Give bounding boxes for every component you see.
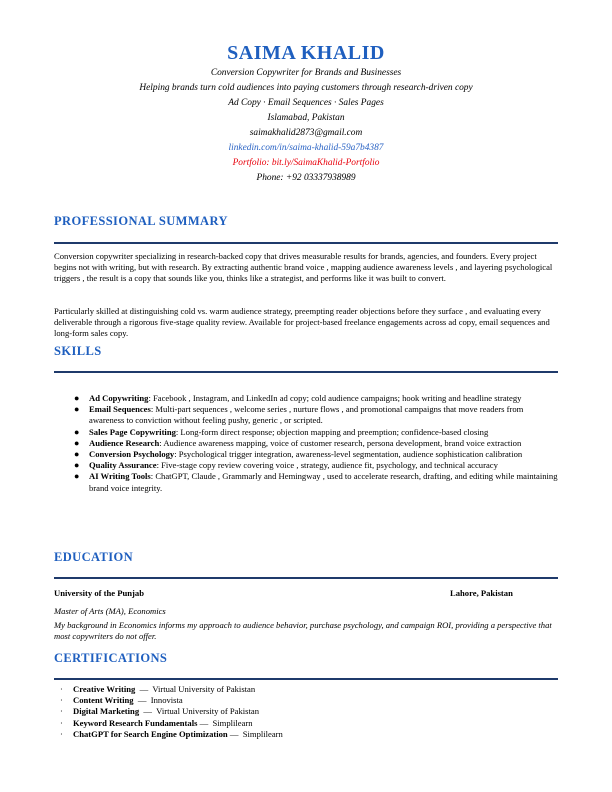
institution-name: University of the Punjab xyxy=(54,588,144,598)
bullet-icon: ● xyxy=(74,393,80,403)
bullet-icon: ● xyxy=(74,426,80,437)
certification-issuer: — Simplilearn xyxy=(227,728,283,739)
summary-paragraph-2: Particularly skilled at distinguishing cold vs. warm audience strategy, preempting reader objections before they surface , and evaluating every deliverable through a rigorous five-stage quality review. Available for project-based freelance engagements across ad copy, email sequences and long-form sales copy. xyxy=(54,306,550,339)
certification-item xyxy=(54,729,560,740)
skill-label: Quality Assurance xyxy=(89,460,157,471)
bullet-icon: ● xyxy=(74,404,80,415)
bullet-icon: ● xyxy=(74,449,80,460)
bullet-icon: · xyxy=(60,717,63,728)
skill-item xyxy=(54,438,560,449)
section-title-education: EDUCATION xyxy=(54,550,134,564)
certification-name: Digital Marketing xyxy=(73,706,140,717)
skill-text: : Facebook , Instagram, and LinkedIn ad copy; cold audience campaigns; hook writing and headline strategy xyxy=(148,393,522,403)
certification-name: Keyword Research Fundamentals xyxy=(73,717,198,728)
skill-label: Email Sequences xyxy=(89,404,151,415)
linkedin-link[interactable]: linkedin.com/in/saima-khalid-59a7b4387 xyxy=(228,143,384,153)
certification-issuer: — Virtual University of Pakistan xyxy=(135,684,256,694)
skills-list xyxy=(54,393,560,494)
skill-item xyxy=(54,460,560,471)
skill-text: : Five-stage copy review covering voice , strategy, audience fit, psychology, and technical accuracy xyxy=(156,460,498,471)
certification-name: ChatGPT for Search Engine Optimization xyxy=(73,728,228,739)
section-title-skills: SKILLS xyxy=(54,344,102,358)
section-divider xyxy=(54,371,558,373)
bullet-icon: ● xyxy=(74,460,80,471)
skill-label: Conversion Psychology xyxy=(89,449,175,460)
bullet-icon: · xyxy=(60,728,63,739)
bullet-icon: ● xyxy=(74,471,80,482)
certification-issuer: — Simplilearn xyxy=(197,717,253,728)
section-divider xyxy=(54,678,558,680)
location: Islamabad, Pakistan xyxy=(267,113,345,123)
certification-name: Creative Writing xyxy=(73,684,136,694)
bullet-icon: ● xyxy=(74,437,80,448)
certifications-list xyxy=(54,684,560,740)
skill-item xyxy=(54,393,560,404)
section-title-summary: PROFESSIONAL SUMMARY xyxy=(54,214,228,228)
certification-issuer: — Virtual University of Pakistan xyxy=(139,706,259,717)
skill-text: : ChatGPT, Claude , Grammarly and Hemingway , used to accelerate research, drafting, and editing while maintaining brand voice integrity. xyxy=(89,471,558,493)
skill-item xyxy=(54,404,560,426)
professional-title: Conversion Copywriter for Brands and Businesses xyxy=(210,68,402,78)
skill-text: : Long-form direct response; objection mapping and preemption; confidence-based closing xyxy=(175,426,489,437)
certification-item xyxy=(54,706,560,717)
email: saimakhalid2873@gmail.com xyxy=(249,128,363,138)
skill-item xyxy=(54,427,560,438)
resume-header xyxy=(0,40,612,186)
certification-issuer: — Innovista xyxy=(133,695,183,706)
skill-text: : Audience awareness mapping, voice of customer research, persona development, brand voice extraction xyxy=(159,437,522,448)
skill-label: Sales Page Copywriting xyxy=(89,426,176,437)
phone: Phone: +92 03337938989 xyxy=(256,173,356,183)
skill-label: Ad Copywriting xyxy=(89,393,149,403)
bullet-icon: · xyxy=(60,706,63,717)
certification-item xyxy=(54,718,560,729)
section-divider xyxy=(54,577,558,579)
certification-item xyxy=(54,695,560,706)
skill-text: : Psychological trigger integration, awareness-level segmentation, audience sophistication calibration xyxy=(174,449,523,460)
candidate-name: SAIMA KHALID xyxy=(227,42,385,64)
services-line: Ad Copy · Email Sequences · Sales Pages xyxy=(228,98,384,108)
section-divider xyxy=(54,242,558,244)
portfolio-link[interactable]: Portfolio: bit.ly/SaimaKhalid-Portfolio xyxy=(232,158,380,168)
tagline: Helping brands turn cold audiences into paying customers through research-driven copy xyxy=(139,83,473,93)
education-row xyxy=(54,588,558,598)
education-description: My background in Economics informs my approach to audience behavior, purchase psychology, and campaign ROI, providing a perspective that most copywriters do not offer. xyxy=(54,620,552,642)
degree: Master of Arts (MA), Economics xyxy=(54,606,166,616)
skill-label: Audience Research xyxy=(89,437,160,448)
bullet-icon: · xyxy=(60,684,63,694)
summary-paragraph-1: Conversion copywriter specializing in research-backed copy that drives measurable results for brands, agencies, and founders. Every project begins not with writing, but with research. By extracting authentic brand voice , mapping audience awareness levels , and layering psychological triggers , the result is a copy that sounds like you, thinks like a strategist, and performs like it was built to convert. xyxy=(54,251,553,284)
skill-item xyxy=(54,471,560,493)
skill-label: AI Writing Tools xyxy=(89,471,151,482)
skill-text: : Multi-part sequences , welcome series , nurture flows , and promotional campaigns that move readers from awareness to conviction without feeling pushy, generic , or scripted. xyxy=(89,404,524,426)
section-title-certifications: CERTIFICATIONS xyxy=(54,651,168,665)
certification-item xyxy=(54,684,560,695)
certification-name: Content Writing xyxy=(73,695,134,706)
skill-item xyxy=(54,449,560,460)
bullet-icon: · xyxy=(60,695,63,706)
institution-location: Lahore, Pakistan xyxy=(450,588,513,598)
